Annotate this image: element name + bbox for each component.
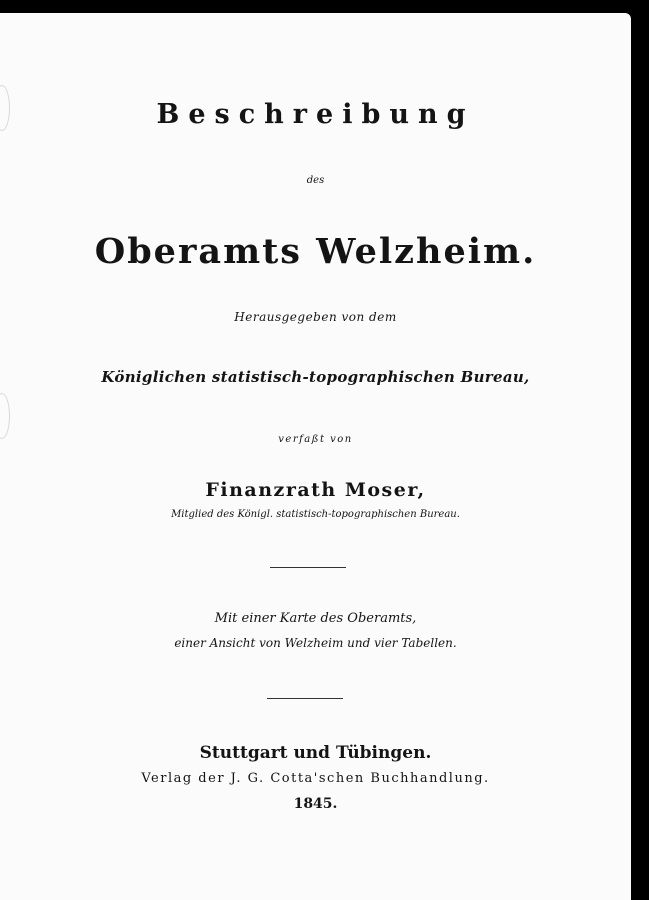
year: 1845.	[293, 796, 338, 812]
divider-rule	[267, 698, 343, 699]
book-page	[0, 13, 631, 900]
divider-rule	[270, 567, 346, 568]
author-role: Mitglied des Königl. statistisch-topographischen Bureau.	[171, 509, 460, 520]
city-line: Stuttgart und Tübingen.	[199, 743, 432, 763]
main-title: Oberamts Welzheim.	[94, 231, 537, 272]
map-line-2: einer Ansicht von Welzheim und vier Tabellen.	[174, 636, 457, 650]
author-name: Finanzrath Moser,	[205, 479, 426, 501]
by-line: verfaßt von	[278, 434, 353, 445]
title-line: Beschreibung	[156, 99, 475, 130]
map-line-1: Mit einer Karte des Oberamts,	[214, 611, 417, 626]
bureau-line: Königlichen statistisch-topographischen Bureau,	[101, 368, 530, 386]
binding-mark	[0, 393, 10, 439]
des-word: des	[306, 175, 325, 186]
publisher-line: Verlag der J. G. Cotta'schen Buchhandlung.	[141, 771, 490, 786]
editor-line: Herausgegeben von dem	[234, 310, 397, 324]
